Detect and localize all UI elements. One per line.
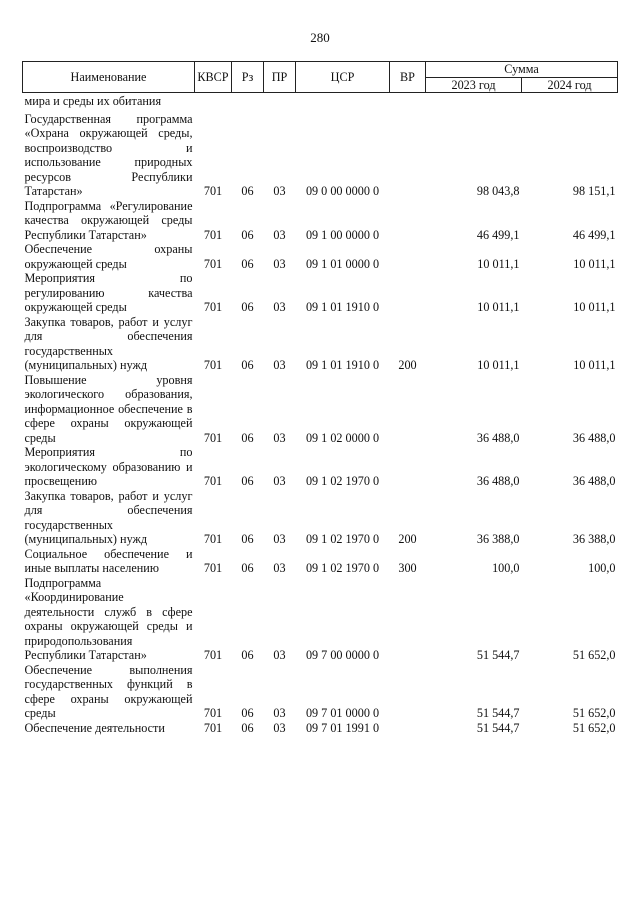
row-vr [390,445,426,489]
row-sum-2023: 51 544,7 [476,720,520,735]
row-rz: 06 [241,720,254,735]
row-kvsr: 701 [203,720,223,735]
row-kvsr: 701 [203,227,223,242]
row-sum-2024: 10 011,1 [573,256,616,271]
row-vr [390,93,426,112]
header-vr: ВР [390,62,426,93]
row-rz: 06 [241,358,254,372]
header-sum: Сумма [426,62,618,78]
row-vr [390,242,426,271]
table-row [23,271,618,315]
row-pr: 03 [273,300,286,314]
row-sum-2023: 36 488,0 [476,474,520,488]
row-sum-2024: 36 488,0 [572,474,616,488]
row-pr [264,93,296,112]
table-row [23,489,618,547]
row-csr: 09 7 01 1991 0 [305,720,380,735]
row-csr: 09 7 01 0000 0 [305,706,380,720]
row-sum-2023: 10 011,1 [477,300,520,314]
table-row [23,576,618,663]
row-vr [390,576,426,663]
row-vr: 200 [398,532,417,546]
row-pr: 03 [273,184,286,198]
row-rz: 06 [241,184,254,198]
row-name: Подпрограмма «Координирование деятельности служб в сфере охраны окружающей среды и природопользования Республики Татарстан» [24,575,193,662]
row-kvsr: 701 [203,648,223,662]
row-name: мира и среды их обитания [24,94,162,108]
row-sum-2023 [426,93,522,112]
row-csr: 09 1 02 1970 0 [305,532,380,546]
header-pr: ПР [264,62,296,93]
header-name: Наименование [23,62,195,93]
row-kvsr: 701 [203,256,223,271]
header-year-2023: 2023 год [426,77,522,93]
row-sum-2024 [522,93,618,112]
row-pr: 03 [273,532,286,546]
row-sum-2024: 36 388,0 [572,532,616,546]
row-rz [232,93,264,112]
row-kvsr: 701 [203,358,223,372]
row-name: Закупка товаров, работ и услуг для обеспечения государственных (муниципальных) нужд [24,314,193,372]
row-sum-2023: 51 544,7 [476,648,520,662]
row-csr: 09 1 00 0000 0 [305,227,380,242]
row-name: Обеспечение охраны окружающей среды [24,242,193,271]
row-rz: 06 [241,532,254,546]
row-kvsr: 701 [203,430,223,445]
row-sum-2024: 51 652,0 [572,648,616,662]
row-rz: 06 [241,706,254,720]
row-vr [390,199,426,243]
row-sum-2023: 36 388,0 [476,532,520,546]
row-csr: 09 1 02 1970 0 [305,561,380,575]
row-vr [390,112,426,199]
row-name: Подпрограмма «Регулирование качества окружающей среды Республики Татарстан» [24,198,193,242]
row-pr: 03 [273,227,286,242]
row-csr: 09 1 01 1910 0 [305,358,380,372]
row-sum-2024: 51 652,0 [572,706,616,720]
row-kvsr: 701 [203,532,223,546]
row-sum-2024: 98 151,1 [572,184,616,198]
table-row [23,721,618,736]
row-kvsr: 701 [203,706,223,720]
row-csr: 09 1 01 1910 0 [305,300,380,314]
row-sum-2024: 46 499,1 [572,227,616,242]
row-rz: 06 [241,561,254,575]
row-csr: 09 1 02 0000 0 [305,430,380,445]
table-row [23,315,618,373]
table-row [23,93,618,112]
row-rz: 06 [241,648,254,662]
table-row [23,199,618,243]
row-sum-2023: 10 011,1 [477,358,520,372]
row-sum-2024: 51 652,0 [572,720,616,735]
row-kvsr [195,93,232,112]
row-name: Социальное обеспечение и иные выплаты населению [24,546,193,575]
row-vr [390,663,426,721]
row-name: Государственная программа «Охрана окружающей среды, воспроизводство и использование природных ресурсов Республики Татарстан» [24,111,193,198]
row-rz: 06 [241,300,254,314]
row-sum-2024: 100,0 [588,561,616,575]
header-year-2024: 2024 год [522,77,618,93]
header-rz: Рз [232,62,264,93]
row-rz: 06 [241,474,254,488]
row-name: Мероприятия по экологическому образованию и просвещению [24,445,193,488]
row-kvsr: 701 [203,474,223,488]
row-vr: 300 [398,561,417,575]
table-row [23,547,618,576]
table-header [23,62,618,93]
row-pr: 03 [273,561,286,575]
row-name: Мероприятия по регулированию качества окружающей среды [24,271,193,314]
row-vr: 200 [398,358,417,372]
budget-table [22,61,618,735]
row-sum-2023: 98 043,8 [476,184,520,198]
table-row [23,445,618,489]
row-pr: 03 [273,474,286,488]
row-rz: 06 [241,430,254,445]
row-pr: 03 [273,648,286,662]
table-row [23,112,618,199]
row-csr [296,93,390,112]
row-csr: 09 1 02 1970 0 [305,474,380,488]
row-pr: 03 [273,430,286,445]
row-pr: 03 [273,358,286,372]
row-rz: 06 [241,227,254,242]
header-csr: ЦСР [296,62,390,93]
row-sum-2023: 46 499,1 [476,227,520,242]
table-body [23,93,618,736]
table-row [23,242,618,271]
row-sum-2024: 10 011,1 [573,300,616,314]
row-rz: 06 [241,256,254,271]
row-name: Обеспечение выполнения государственных функций в сфере охраны окружающей среды [24,662,193,720]
row-sum-2023: 36 488,0 [476,430,520,445]
table-row [23,663,618,721]
page-number: 280 [310,30,330,45]
row-kvsr: 701 [203,184,223,198]
row-sum-2023: 100,0 [492,561,520,575]
row-name: Повышение уровня экологического образования, информационное обеспечение в сфере охраны окружающей среды [24,372,193,445]
row-csr: 09 1 01 0000 0 [305,256,380,271]
row-kvsr: 701 [203,561,223,575]
row-pr: 03 [273,706,286,720]
row-sum-2024: 10 011,1 [573,358,616,372]
row-csr: 09 0 00 0000 0 [305,184,380,198]
header-kvsr: КВСР [195,62,232,93]
row-csr: 09 7 00 0000 0 [305,648,380,662]
row-vr [390,271,426,315]
row-name: Обеспечение деятельности [24,720,165,735]
row-sum-2024: 36 488,0 [572,430,616,445]
row-vr [390,373,426,446]
row-name: Закупка товаров, работ и услуг для обеспечения государственных (муниципальных) нужд [24,488,193,546]
row-pr: 03 [273,720,286,735]
row-sum-2023: 51 544,7 [476,706,520,720]
row-kvsr: 701 [203,300,223,314]
row-sum-2023: 10 011,1 [477,256,520,271]
row-vr [390,721,426,736]
row-pr: 03 [273,256,286,271]
table-row [23,373,618,446]
